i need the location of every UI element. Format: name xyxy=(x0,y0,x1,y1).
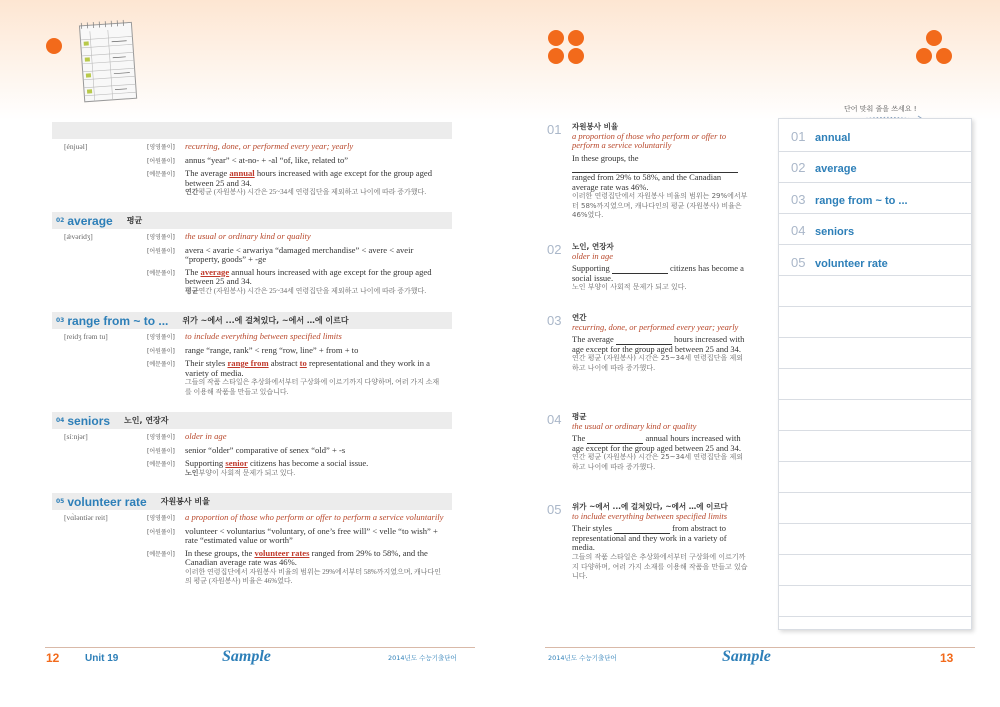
row-label: [어원풀이] xyxy=(147,157,175,165)
answer-word: annual xyxy=(815,132,851,144)
korean-translation: 평균연간 (자원봉사) 시간은 25~34세 연령집단을 제외하고 나이에 따라 증가했다. xyxy=(185,286,427,295)
question-4 xyxy=(548,412,748,473)
definition-text: the usual or ordinary kind or quality xyxy=(185,231,311,241)
example-text: Supporting senior citizens has become a social issue. 노인부양이 사회적 문제가 되고 있다. xyxy=(185,459,445,478)
entry-number: 02 xyxy=(56,217,65,224)
question-number: 04 xyxy=(547,412,562,427)
korean-translation: 연간 평균 (자원봉사) 시간은 25~34세 연령집단을 제외하고 나이에 따라 증가했다. xyxy=(572,453,743,471)
row-label: [어원풀이] xyxy=(147,447,175,455)
orange-dot-icon xyxy=(936,48,952,64)
entry-word: seniors xyxy=(67,413,111,428)
example-row xyxy=(52,549,452,587)
pronunciation: [síːnjər] xyxy=(64,432,88,441)
answer-item xyxy=(791,255,888,270)
example-text: Their styles range from abstract to representational and they work in a variety of media. 그들의 작품 스타일은 추상화에서부터 구상화에 이르기까지 다양하며, 여러 가지 소재를 이용해 작품을 만들고 있습니다. xyxy=(185,359,445,397)
entry-number: 05 xyxy=(56,498,65,505)
question-5 xyxy=(548,502,748,582)
definition-text: older in age xyxy=(185,431,227,441)
entry-word: volunteer rate xyxy=(67,494,147,509)
row-label: [영영풀이] xyxy=(147,434,175,441)
example-text: The average annual hours increased with age except for the group aged between 25 and 34. 연간평균 (자원봉사) 시간은 25~34세 연령집단을 제외하고 나이에 따라 증가했다. xyxy=(185,169,445,198)
answer-word: seniors xyxy=(815,226,855,238)
korean-translation: 그들의 작품 스타일은 추상화에서부터 구상화에 이르기까지 다양하며, 여러 가지 소재를 이용해 작품을 만들고 있습니다. xyxy=(572,552,748,581)
korean-translation: 연간평균 (자원봉사) 시간은 25~34세 연령집단을 제외하고 나이에 따라 증가했다. xyxy=(185,188,427,196)
korean-translation: 노인 부양이 사회적 문제가 되고 있다. xyxy=(572,283,687,292)
example-row xyxy=(52,359,452,397)
question-sentence: The average hours increased with age except for the group aged between 25 and 34. xyxy=(572,334,745,354)
row-label: [영영풀이] xyxy=(147,334,175,341)
entry-average xyxy=(52,212,452,296)
row-label: [예문풀이] xyxy=(147,550,175,558)
pronunciation: [vɑ̀ləntíər reit] xyxy=(64,513,108,522)
question-sentence: Their styles from abstract to representational and they work in a variety of media. xyxy=(572,523,727,553)
orange-dot-icon xyxy=(548,48,564,64)
definition-text: to include everything between specified limits xyxy=(185,331,342,341)
etymology-row xyxy=(52,346,452,357)
answer-card xyxy=(778,118,972,630)
question-definition: the usual or ordinary kind or quality xyxy=(572,420,697,431)
row-label: [어원풀이] xyxy=(147,347,175,355)
unit-label: Unit 19 xyxy=(85,653,119,664)
pronunciation: [énjuəl] xyxy=(64,142,88,151)
question-definition: recurring, done, or performed every year; yearly xyxy=(572,321,739,332)
etymology-row xyxy=(52,527,452,546)
entry-meaning: 위가 ~에서 ...에 걸쳐있다, ~에서 …에 이르다 xyxy=(182,316,349,325)
question-number: 02 xyxy=(547,242,562,257)
question-sentence: The annual hours increased with age except for the group aged between 25 and 34. xyxy=(572,433,741,453)
entry-heading xyxy=(52,493,452,510)
question-meaning: 노인, 연장자 xyxy=(572,242,614,251)
etymology-text: senior “older” comparative of senex “old” + -s xyxy=(185,444,346,455)
korean-translation: 이러한 연령집단에서 자원봉사 비율의 범위는 29%에서부터 58%까지였으며, 캐나다인의 평균 (자원봉사) 비율은 46%였다. xyxy=(572,192,748,220)
answer-item xyxy=(791,192,908,207)
pronunciation: [reidʒ frəm tu] xyxy=(64,332,108,341)
answer-number: 01 xyxy=(791,129,806,144)
etymology-row xyxy=(52,246,452,265)
definition-row xyxy=(52,232,452,243)
entry-meaning: 평균 xyxy=(126,216,143,225)
example-text: In these groups, the volunteer rates ranged from 29% to 58%, and the Canadian average rate was 46%. 이러한 연령집단에서 자원봉사 비율의 범위는 29%에서부터 58%까지였으며, 캐나다인의 평균 (자원봉사) 비율은 46%였다. xyxy=(185,549,445,587)
example-text: The average annual hours increased with age except for the group aged between 25 and 34. 평균연간 (자원봉사) 시간은 25~34세 연령집단을 제외하고 나이에 따라 증가했다. xyxy=(185,268,445,297)
entry-heading xyxy=(52,122,452,139)
orange-dot-icon xyxy=(548,30,564,46)
question-2 xyxy=(548,242,748,293)
question-meaning: 평균 xyxy=(572,412,587,421)
answer-word: volunteer rate xyxy=(815,258,888,270)
example-row xyxy=(52,169,452,198)
orange-dot-icon xyxy=(926,30,942,46)
row-label: [예문풀이] xyxy=(147,461,175,468)
answer-number: 02 xyxy=(791,160,806,175)
etymology-text: annus “year” < at-no- + -al “of, like, related to” xyxy=(185,154,349,165)
row-label: [어원풀이] xyxy=(147,528,175,536)
definition-text: a proportion of those who perform or offer to perform a service voluntarily xyxy=(185,512,444,522)
korean-translation: 이러한 연령집단에서 자원봉사 비율의 범위는 29%에서부터 58%까지였으며, 캐나다인의 평균 (자원봉사) 비율은 46%였다. xyxy=(185,567,442,585)
row-label: [예문풀이] xyxy=(147,361,175,368)
question-definition: a proportion of those who perform or offer to perform a service voluntarily xyxy=(572,130,727,151)
entry-word: average xyxy=(67,213,113,228)
korean-translation: 연간 평균 (자원봉사) 시간은 25~34세 연령집단을 제외하고 나이에 따라 증가했다. xyxy=(572,354,743,372)
row-label: [예문풀이] xyxy=(147,269,175,277)
page-number: 13 xyxy=(940,651,954,665)
answer-word: range from ~ to ... xyxy=(815,195,908,207)
row-label: [영영풀이] xyxy=(147,515,175,522)
entry-meaning: 자원봉사 비율 xyxy=(160,497,210,506)
entry-heading xyxy=(52,312,452,329)
pronunciation: [ǽvəridʒ] xyxy=(64,232,93,241)
etymology-row xyxy=(52,446,452,457)
question-meaning: 연간 xyxy=(572,313,587,322)
orange-dot-icon xyxy=(916,48,932,64)
definition-text: recurring, done, or performed every year; yearly xyxy=(185,141,354,151)
question-meaning: 위가 ~에서 ...에 걸쳐있다, ~에서 …에 이르다 xyxy=(572,502,728,511)
row-label: [영영풀이] xyxy=(147,144,175,151)
orange-dot-icon xyxy=(46,38,62,54)
row-label: [어원풀이] xyxy=(147,247,175,255)
sample-logo: Sample xyxy=(722,648,771,665)
definition-row xyxy=(52,332,452,343)
entry-heading xyxy=(52,412,452,429)
question-1 xyxy=(548,122,748,221)
orange-dot-icon xyxy=(568,48,584,64)
right-page xyxy=(500,0,1000,707)
entry-heading xyxy=(52,212,452,229)
answer-item xyxy=(791,223,854,238)
answer-number: 04 xyxy=(791,223,806,238)
korean-translation: 그들의 작품 스타일은 추상화에서부터 구상화에 이르기까지 다양하며, 여러 가지 소재를 이용해 작품을 만들고 있습니다. xyxy=(185,378,440,396)
entry-word: range from ~ to ... xyxy=(67,313,169,328)
page-number: 12 xyxy=(46,651,60,665)
answer-item xyxy=(791,160,857,175)
row-label: [예문풀이] xyxy=(147,171,175,178)
orange-dot-icon xyxy=(568,30,584,46)
notebook-icon xyxy=(78,18,140,104)
question-number: 01 xyxy=(547,122,562,137)
korean-translation: 노인부양이 사회적 문제가 되고 있다. xyxy=(185,468,296,477)
sample-logo: Sample xyxy=(222,648,271,665)
question-meaning: 자원봉사 비율 xyxy=(572,122,619,131)
answer-number: 05 xyxy=(791,255,806,270)
answer-blank[interactable] xyxy=(612,265,668,274)
entry-number: 03 xyxy=(56,317,65,324)
etymology-row xyxy=(52,156,452,167)
definition-row xyxy=(52,513,452,524)
entry-annual xyxy=(52,122,452,198)
question-3 xyxy=(548,313,748,374)
definition-row xyxy=(52,432,452,443)
question-definition: older in age xyxy=(572,250,614,261)
question-definition: to include everything between specified limits xyxy=(572,510,728,521)
definition-row xyxy=(52,142,452,153)
entry-seniors xyxy=(52,412,452,478)
answer-word: average xyxy=(815,163,857,175)
etymology-text: volunteer < voluntarius “voluntary, of one’s free will” < velle “to wish” + rate “estimated value or worth” xyxy=(185,525,438,545)
etymology-text: range “range, rank” < reng “row, line” + from + to xyxy=(185,344,359,355)
question-sentence: In these groups, the ranged from 29% to 58%, and the Canadian average rate was 46%. xyxy=(572,154,748,192)
etymology-text: avera < avarie < arwariya “damaged merchandise” < avere < aveir “property, goods” + -ge xyxy=(185,244,414,264)
row-label: [영영풀이] xyxy=(147,234,175,241)
entry-range-from-to xyxy=(52,312,452,397)
entry-volunteer-rate xyxy=(52,493,452,587)
question-number: 03 xyxy=(547,313,562,328)
top-gradient xyxy=(0,0,500,120)
question-sentence: Supporting citizens has become a social issue. xyxy=(572,263,744,283)
answer-item xyxy=(791,129,850,144)
example-row xyxy=(52,459,452,478)
footer-text: 2014년도 수능기출단어 xyxy=(388,654,457,662)
answer-number: 03 xyxy=(791,192,806,207)
question-number: 05 xyxy=(547,502,562,517)
card-hint: 단어 맞춰 줄을 쓰세요 ! xyxy=(844,105,917,113)
entry-meaning: 노인, 연장자 xyxy=(124,416,169,425)
footer-text: 2014년도 수능기출단어 xyxy=(548,654,617,662)
entry-number: 04 xyxy=(56,417,65,424)
example-row xyxy=(52,268,452,297)
